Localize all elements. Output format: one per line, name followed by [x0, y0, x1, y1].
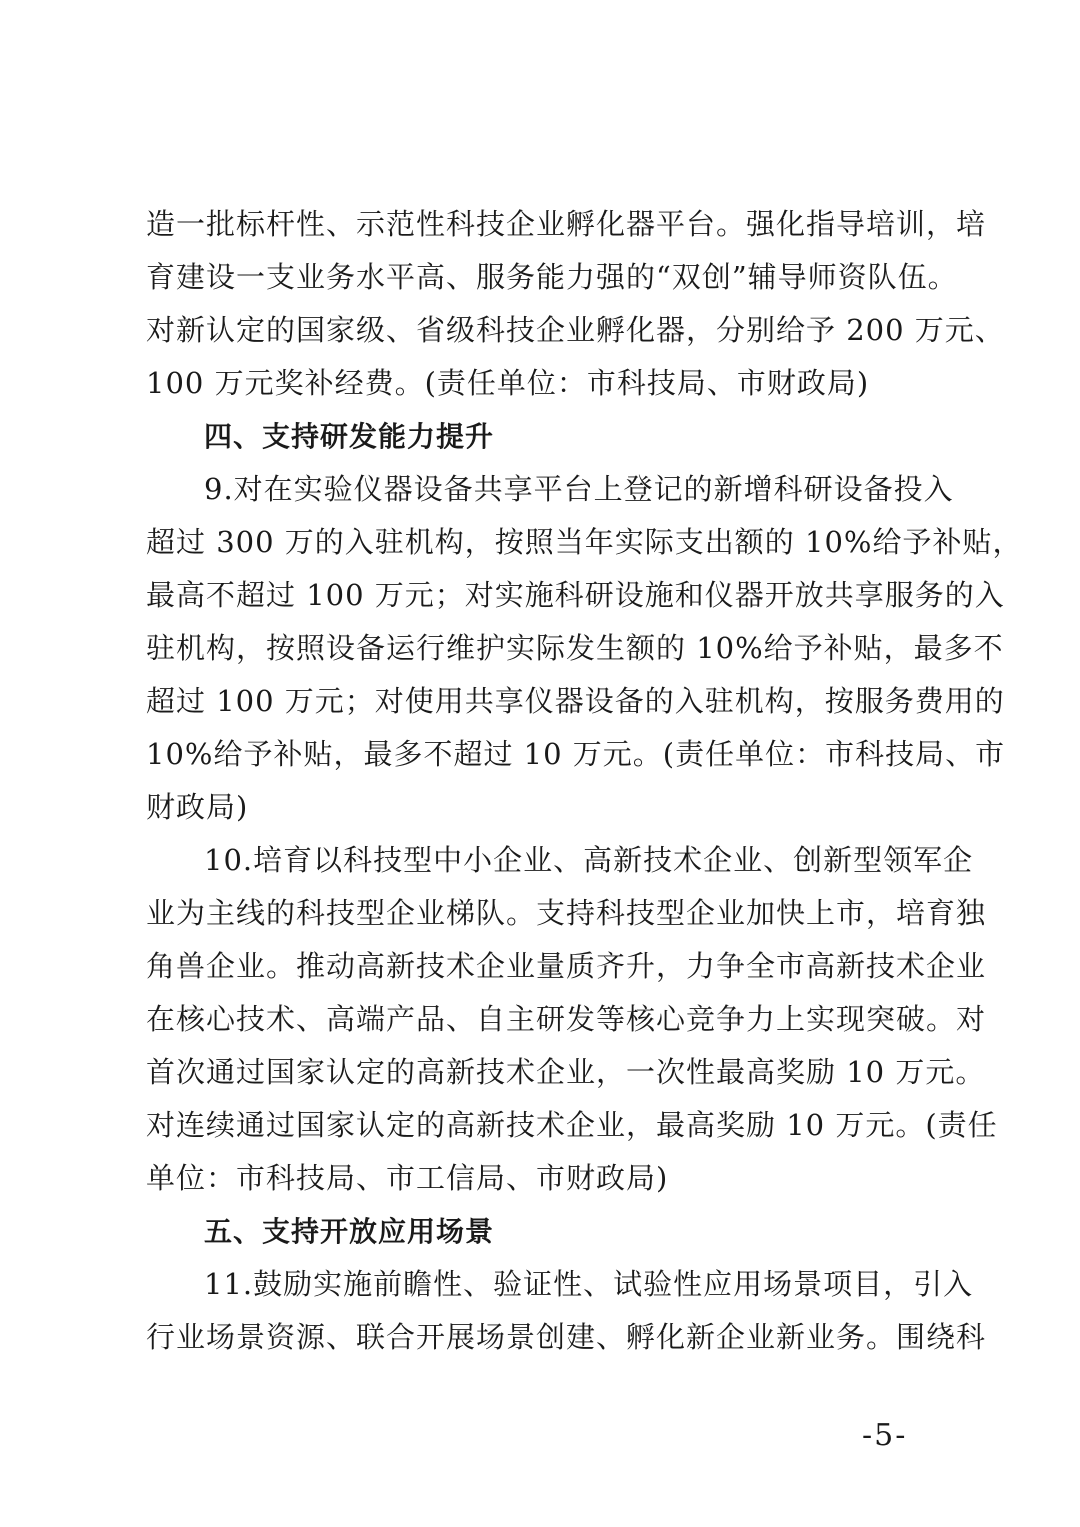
item-10-line: 在核心技术、高端产品、自主研发等核心竞争力上实现突破。对: [146, 1002, 987, 1036]
paragraph-line: 造一批标杆性、示范性科技企业孵化器平台。强化指导培训，培: [146, 207, 987, 241]
item-9-line: 财政局): [146, 790, 249, 824]
document-body: [146, 198, 1023, 1364]
item-10-line: 业为主线的科技型企业梯队。支持科技型企业加快上市，培育独: [146, 896, 987, 930]
paragraph-line: 100 万元奖补经费。(责任单位：市科技局、市财政局): [146, 366, 870, 400]
item-9-line: 超过 100 万元；对使用共享仪器设备的入驻机构，按服务费用的: [146, 684, 1005, 718]
paragraph-line: 育建设一支业务水平高、服务能力强的“双创”辅导师资队伍。: [146, 260, 958, 294]
item-10-line: 10.培育以科技型中小企业、高新技术企业、创新型领军企: [204, 843, 974, 877]
section-heading-4: 四、支持研发能力提升: [204, 420, 495, 453]
item-10-line: 单位：市科技局、市工信局、市财政局): [146, 1161, 669, 1195]
item-10-line: 角兽企业。推动高新技术企业量质齐升，力争全市高新技术企业: [146, 949, 987, 983]
item-9-line: 最高不超过 100 万元；对实施科研设施和仪器开放共享服务的入: [146, 578, 1005, 612]
item-11-line: 11.鼓励实施前瞻性、验证性、试验性应用场景项目，引入: [204, 1267, 974, 1301]
item-9-line: 10%给予补贴，最多不超过 10 万元。(责任单位：市科技局、市: [146, 737, 1006, 771]
page-number: -5-: [862, 1418, 908, 1453]
section-heading-5: 五、支持开放应用场景: [204, 1215, 495, 1248]
item-9-line: 超过 300 万的入驻机构，按照当年实际支出额的 10%给予补贴，: [146, 525, 1023, 559]
item-11-line: 行业场景资源、联合开展场景创建、孵化新企业新业务。围绕科: [146, 1320, 987, 1354]
item-9-line: 9.对在实验仪器设备共享平台上登记的新增科研设备投入: [204, 472, 954, 506]
paragraph-line: 对新认定的国家级、省级科技企业孵化器，分别给予 200 万元、: [146, 313, 1005, 347]
item-10-line: 首次通过国家认定的高新技术企业，一次性最高奖励 10 万元。: [146, 1055, 986, 1089]
item-9-line: 驻机构，按照设备运行维护实际发生额的 10%给予补贴，最多不: [146, 631, 1004, 665]
item-10-line: 对连续通过国家认定的高新技术企业，最高奖励 10 万元。(责任: [146, 1108, 998, 1142]
